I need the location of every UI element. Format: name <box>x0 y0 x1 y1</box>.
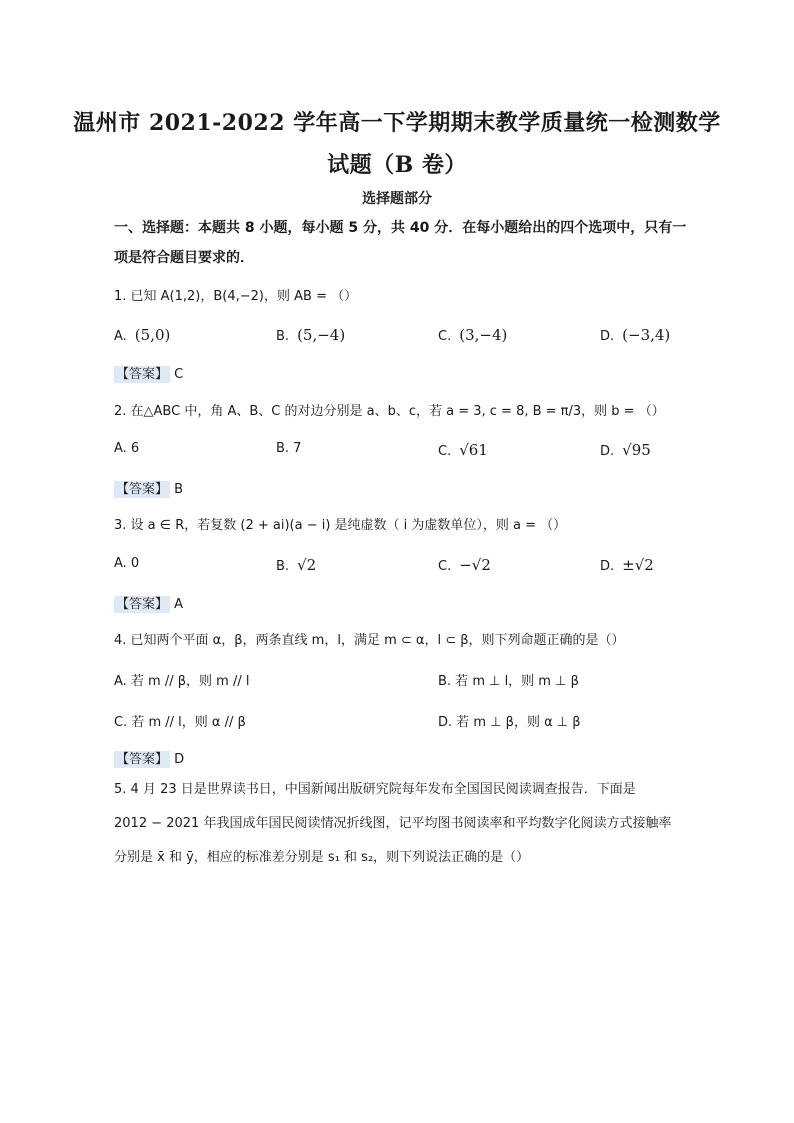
q5-line-2: 2012 − 2021 年我国成年国民阅读情况折线图，记平均图书阅读率和平均数字化阅读方式接触率 <box>114 816 672 831</box>
q2-option-b: B. 7 <box>276 441 302 456</box>
question-2-stem: 2. 在△ABC 中，角 A、B、C 的对边分别是 a、b、c，若 a = 3, c = 8, B = π/3，则 b = （） <box>114 404 665 419</box>
question-4-stem: 4. 已知两个平面 α，β，两条直线 m，l，满足 m ⊂ α，l ⊂ β，则下列命题正确的是（） <box>114 633 625 648</box>
title-line-2: 试题（B 卷） <box>327 152 467 178</box>
q3-option-c: C. −√2 <box>438 556 491 574</box>
q3-option-b: B. √2 <box>276 556 317 574</box>
question-5-stem <box>114 773 704 875</box>
q2-option-d: D. √95 <box>600 441 651 459</box>
q1-option-b: B. (5,−4) <box>276 326 346 344</box>
q5-line-1: 5. 4 月 23 日是世界读书日，中国新闻出版研究院每年发布全国国民阅读调查报告．下面是 <box>114 782 636 797</box>
q2-option-a: A. 6 <box>114 441 140 456</box>
title-line-1: 温州市 2021-2022 学年高一下学期期末教学质量统一检测数学 <box>73 110 721 136</box>
question-1-stem: 1. 已知 A(1,2)，B(4,−2)，则 AB = （） <box>114 289 358 304</box>
instructions: 一、选择题：本题共 8 小题，每小题 5 分，共 40 分．在每小题给出的四个选项中，只有一项是符合题目要求的． <box>114 220 687 266</box>
q3-option-a: A. 0 <box>114 556 140 571</box>
q2-option-c: C. √61 <box>438 441 488 459</box>
q1-option-a: A. (5,0) <box>114 326 171 344</box>
q3-answer: 【答案】 A <box>116 597 184 612</box>
q2-answer: 【答案】 B <box>116 482 184 497</box>
section-heading: 选择题部分 <box>362 191 432 207</box>
q4-answer: 【答案】 D <box>116 752 185 767</box>
q1-answer: 【答案】 C <box>116 367 184 382</box>
q4-option-d: D. 若 m ⊥ β，则 α ⊥ β <box>438 715 581 730</box>
q1-option-c: C. (3,−4) <box>438 326 508 344</box>
q3-option-d: D. ±√2 <box>600 556 654 574</box>
q4-option-c: C. 若 m // l，则 α // β <box>114 715 246 730</box>
q4-option-b: B. 若 m ⊥ l，则 m ⊥ β <box>438 674 579 689</box>
q4-option-a: A. 若 m // β，则 m // l <box>114 674 250 689</box>
question-3-stem: 3. 设 a ∈ R，若复数 (2 + ai)(a − i) 是纯虚数（ i 为虚数单位），则 a = （） <box>114 518 567 533</box>
q1-option-d: D. (−3,4) <box>600 326 671 344</box>
q5-line-3: 分别是 x̄ 和 ȳ，相应的标准差分别是 s₁ 和 s₂，则下列说法正确的是（） <box>114 850 530 865</box>
